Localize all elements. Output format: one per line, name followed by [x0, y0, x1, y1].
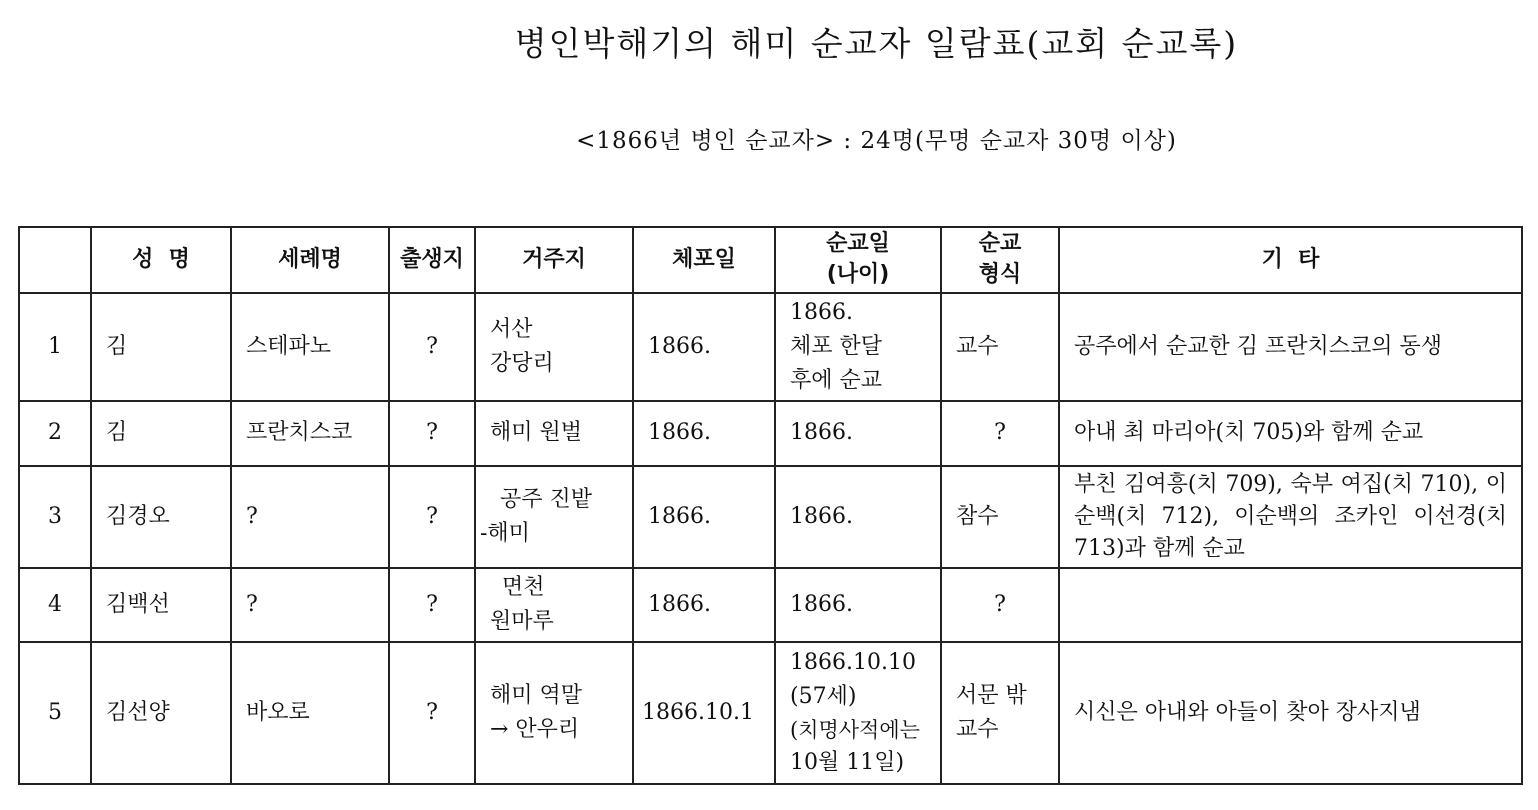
row-residence — [475, 293, 633, 401]
row-residence-line1: 공주 진밭 — [500, 486, 593, 512]
row-name: 김 — [91, 401, 231, 466]
header-martyrdom-form-line2: 형식 — [978, 262, 1022, 287]
table-row — [19, 642, 1522, 784]
row-number: 5 — [19, 642, 91, 784]
row-birthplace: ? — [389, 293, 475, 401]
header-martyrdom-date-line2: (나이) — [826, 262, 890, 287]
row-notes: 부친 김여흥(치 709), 숙부 여집(치 710), 이순백(치 712), 이순백의 조카인 이선경(치 713)과 함께 순교 — [1059, 466, 1522, 568]
row-name: 김경오 — [91, 466, 231, 568]
row-martyrdom-date-line2: 체포 한달 — [790, 333, 883, 359]
row-martyrdom-form: 교수 — [941, 293, 1059, 401]
header-martyrdom-form-line1: 순교 — [978, 231, 1022, 257]
row-notes — [1059, 568, 1522, 642]
row-number: 4 — [19, 568, 91, 642]
header-name: 성 명 — [91, 227, 231, 293]
row-martyrdom-date-line3: 후에 순교 — [790, 368, 883, 394]
row-notes: 공주에서 순교한 김 프란치스코의 동생 — [1059, 293, 1522, 401]
row-birthplace: ? — [389, 568, 475, 642]
row-residence-line2: → 안우리 — [490, 717, 580, 742]
row-birthplace: ? — [389, 466, 475, 568]
row-martyrdom-date: 1866. — [775, 401, 941, 466]
table-row — [19, 293, 1522, 401]
row-martyrdom-form: ? — [941, 401, 1059, 466]
row-arrest-date: 1866. — [633, 568, 775, 642]
row-residence-line2: 강당리 — [490, 351, 554, 376]
row-martyrdom-date-line3: (치명사적에는 — [790, 717, 920, 742]
row-residence-line1: 서산 — [490, 316, 533, 342]
row-martyrdom-date — [775, 642, 941, 784]
row-martyrdom-form-line1: 서문 밖 — [956, 682, 1027, 708]
row-residence: 해미 원벌 — [475, 401, 633, 466]
row-number: 3 — [19, 466, 91, 568]
header-residence: 거주지 — [475, 227, 633, 293]
row-martyrdom-date-line2: (57세) — [790, 683, 857, 709]
row-martyrdom-form: ? — [941, 568, 1059, 642]
row-baptismal-name: 바오로 — [231, 642, 389, 784]
row-martyrdom-date: 1866. — [775, 466, 941, 568]
row-notes: 시신은 아내와 아들이 찾아 장사지냄 — [1059, 642, 1522, 784]
row-martyrdom-date-line1: 1866. — [790, 299, 853, 325]
row-martyrdom-date: 1866. — [775, 568, 941, 642]
row-name: 김 — [91, 293, 231, 401]
table-row — [19, 568, 1522, 642]
table-header-row — [19, 227, 1522, 293]
row-birthplace: ? — [389, 401, 475, 466]
row-notes: 아내 최 마리아(치 705)와 함께 순교 — [1059, 401, 1522, 466]
page-title: 병인박해기의 해미 순교자 일람표(교회 순교록) — [514, 24, 1239, 63]
martyr-table — [18, 226, 1523, 785]
page-subtitle: <1866년 병인 순교자> : 24명(무명 순교자 30명 이상) — [576, 128, 1177, 154]
header-number — [19, 227, 91, 293]
row-arrest-date: 1866. — [633, 293, 775, 401]
row-martyrdom-date — [775, 293, 941, 401]
row-birthplace: ? — [389, 642, 475, 784]
header-arrest-date: 체포일 — [633, 227, 775, 293]
row-residence-line1: 해미 역말 — [490, 682, 583, 708]
header-baptismal-name: 세례명 — [231, 227, 389, 293]
row-residence-line1: 면천 — [502, 574, 545, 600]
row-baptismal-name: ? — [231, 466, 389, 568]
row-martyrdom-form-line2: 교수 — [956, 717, 999, 742]
row-name: 김선양 — [91, 642, 231, 784]
row-martyrdom-form: 참수 — [941, 466, 1059, 568]
header-birthplace: 출생지 — [389, 227, 475, 293]
row-arrest-date: 1866.10.1 — [633, 642, 775, 784]
row-baptismal-name: 프란치스코 — [231, 401, 389, 466]
header-martyrdom-date — [775, 227, 941, 293]
row-number: 1 — [19, 293, 91, 401]
row-martyrdom-date-line1: 1866.10.10 — [790, 649, 916, 675]
row-residence-line2: -해미 — [480, 521, 530, 546]
row-arrest-date: 1866. — [633, 401, 775, 466]
row-residence-line2: 원마루 — [490, 609, 554, 634]
row-residence — [475, 466, 633, 568]
row-residence — [475, 642, 633, 784]
row-baptismal-name: ? — [231, 568, 389, 642]
row-baptismal-name: 스테파노 — [231, 293, 389, 401]
table-row — [19, 466, 1522, 568]
table-row — [19, 401, 1522, 466]
row-name: 김백선 — [91, 568, 231, 642]
header-martyrdom-date-line1: 순교일 — [826, 231, 890, 257]
row-arrest-date: 1866. — [633, 466, 775, 568]
header-martyrdom-form — [941, 227, 1059, 293]
row-number: 2 — [19, 401, 91, 466]
row-martyrdom-date-line4: 10월 11일) — [790, 750, 905, 776]
row-martyrdom-form — [941, 642, 1059, 784]
row-residence — [475, 568, 633, 642]
header-notes: 기 타 — [1059, 227, 1522, 293]
